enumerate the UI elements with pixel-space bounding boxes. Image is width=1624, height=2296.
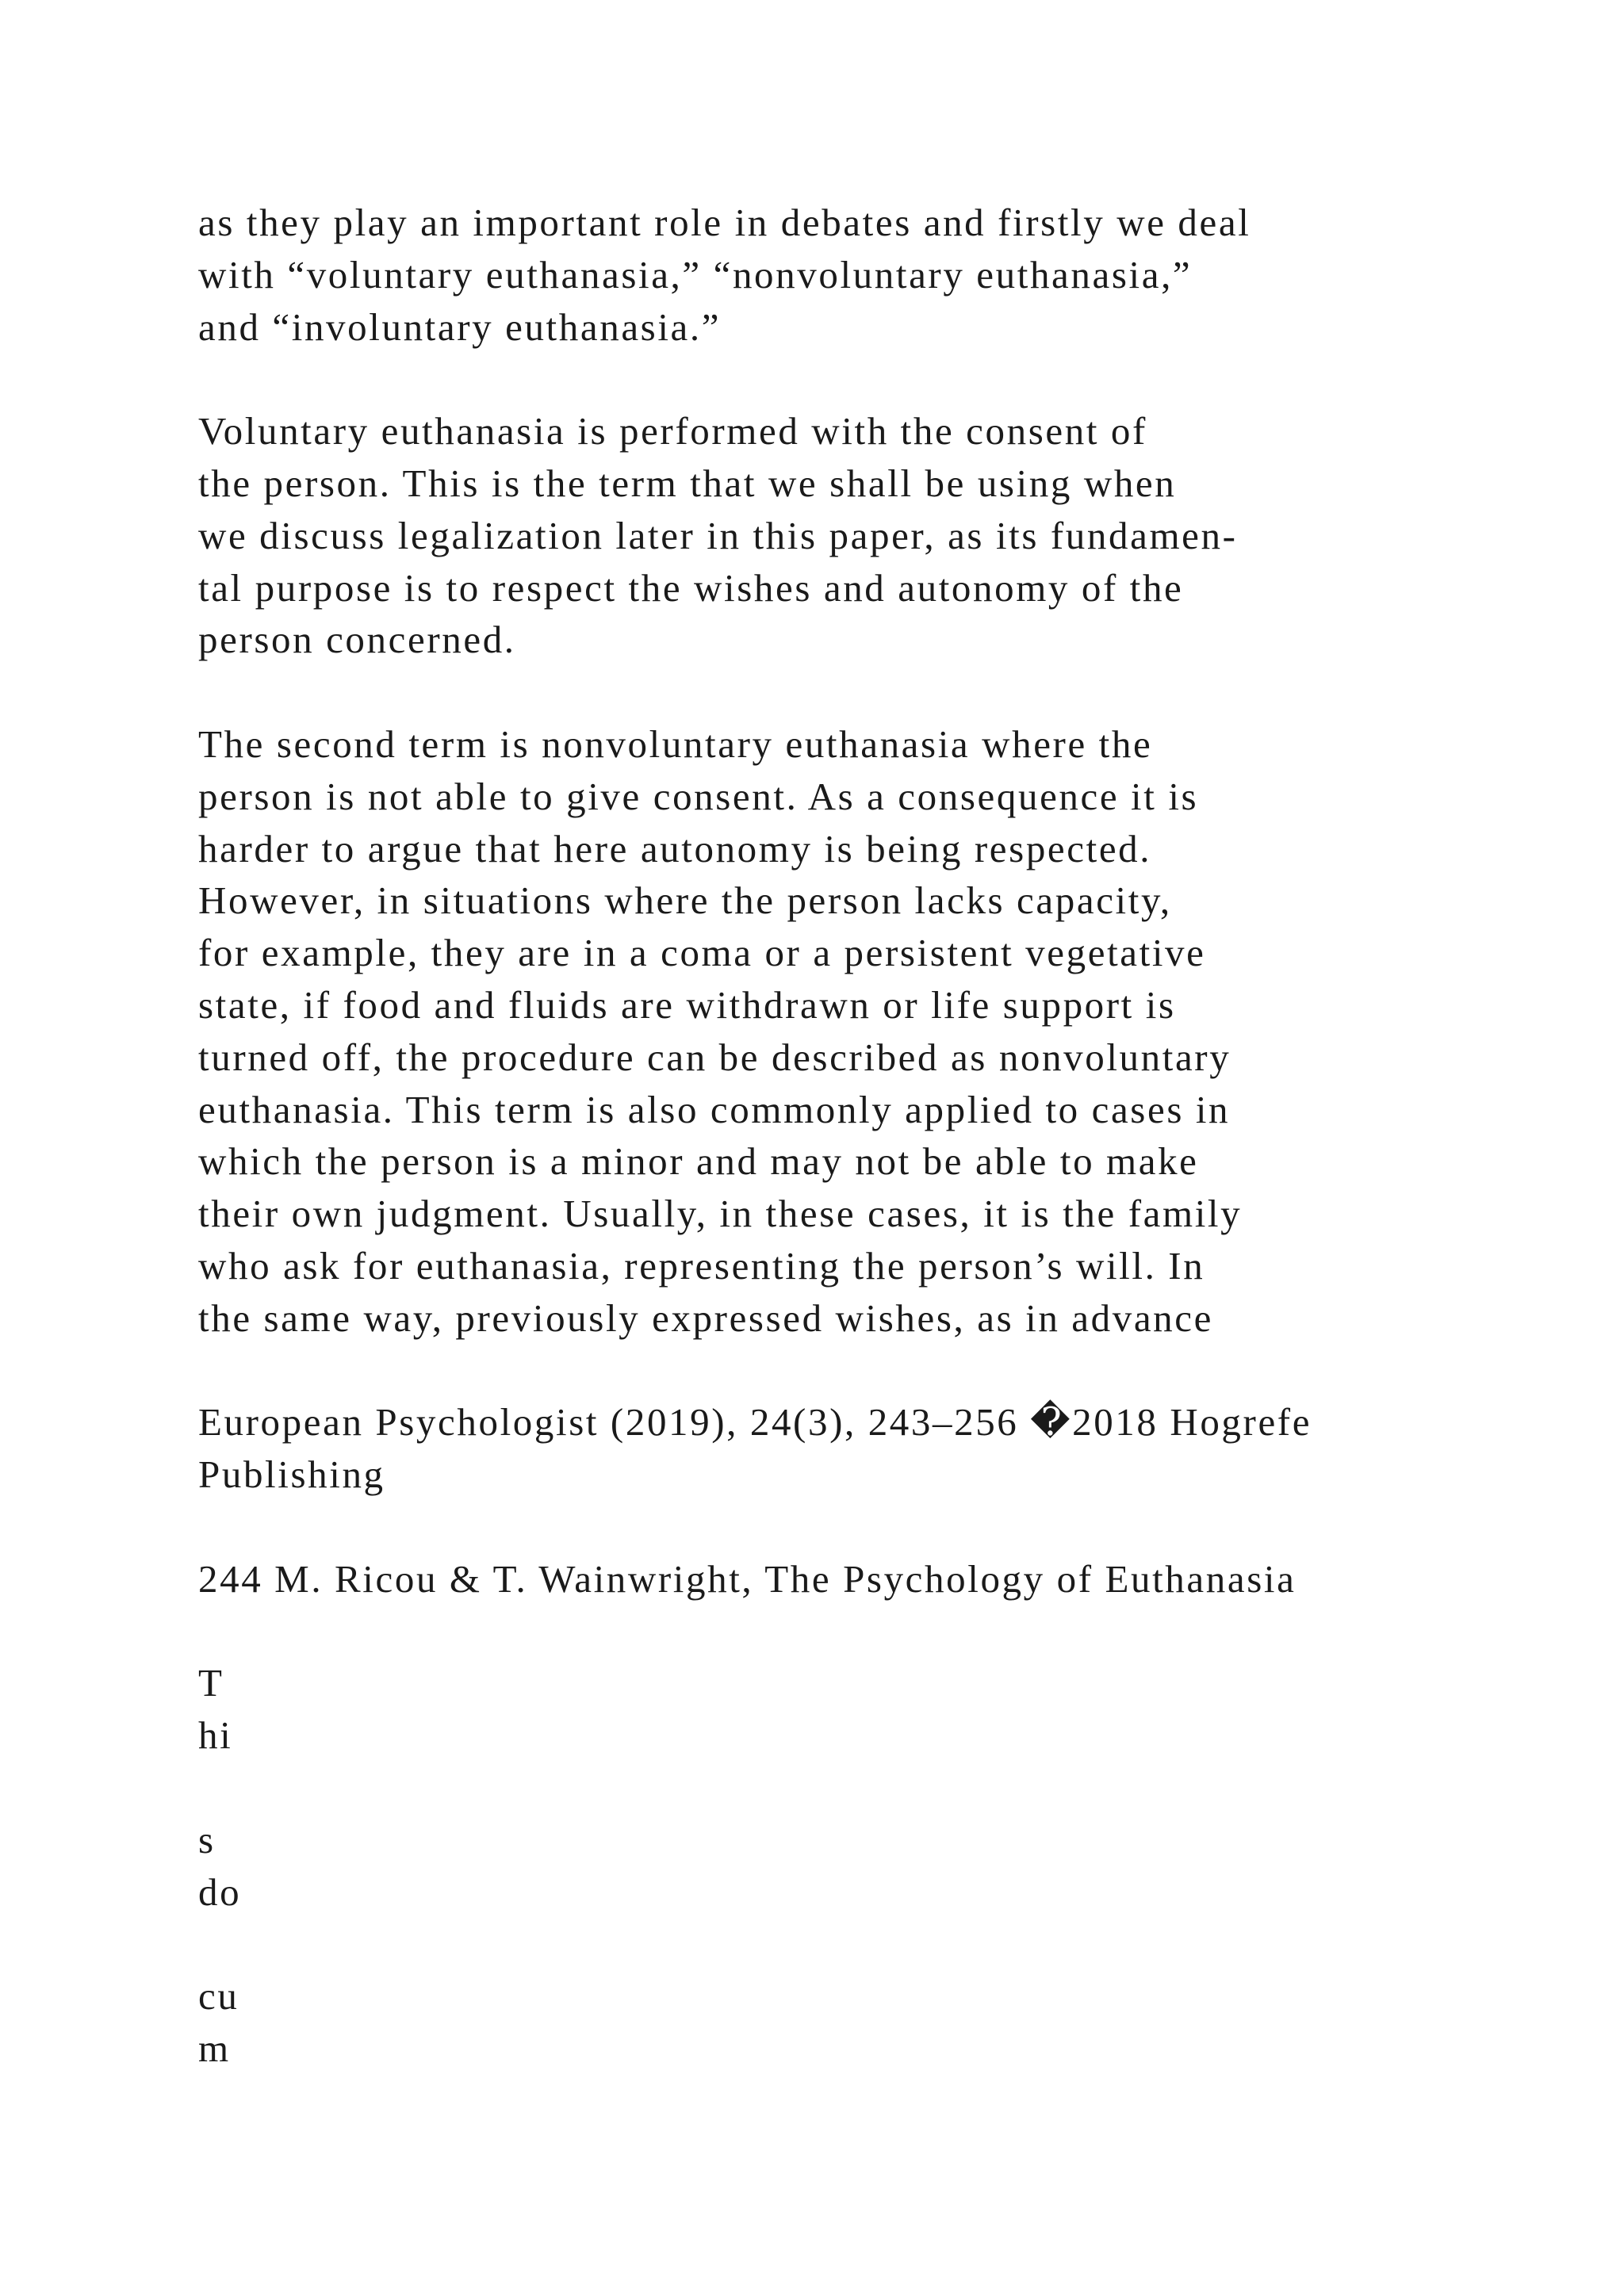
paragraph-gap	[198, 1501, 1594, 1553]
text-line: 244 M. Ricou & T. Wainwright, The Psychology of Euthanasia	[198, 1556, 1297, 1601]
text-line: s	[198, 1817, 216, 1862]
text-line: turned off, the procedure can be described as nonvoluntary	[198, 1035, 1231, 1079]
journal-footer	[198, 1396, 1594, 1501]
paragraph-gap	[198, 1605, 1594, 1658]
text-line: for example, they are in a coma or a persistent vegetative	[198, 931, 1206, 975]
text-line: Publishing	[198, 1452, 385, 1497]
text-line: harder to argue that here autonomy is being respected.	[198, 826, 1152, 871]
text-line: cu	[198, 1974, 239, 2019]
text-line: and “involuntary euthanasia.”	[198, 304, 722, 349]
paragraph-gap	[198, 1345, 1594, 1397]
paragraph-gap	[198, 1918, 1594, 1970]
text-line: European Psychologist (2019), 24(3), 243–256 �2018 Hogrefe	[198, 1400, 1312, 1445]
text-line: the same way, previously expressed wishes, as in advance	[198, 1295, 1213, 1340]
text-line: which the person is a minor and may not be able to make	[198, 1139, 1199, 1184]
fragment	[198, 1657, 1594, 1762]
text-line: their own judgment. Usually, in these cases, it is the family	[198, 1192, 1243, 1236]
paragraph-gap	[198, 353, 1594, 405]
text-line: T	[198, 1661, 224, 1705]
text-line: the person. This is the term that we shall be using when	[198, 461, 1177, 505]
fragment	[198, 1970, 1594, 2075]
text-line: do	[198, 1869, 242, 1914]
text-line: However, in situations where the person lacks capacity,	[198, 878, 1172, 923]
paragraph	[198, 197, 1594, 353]
text-line: we discuss legalization later in this paper, as its fundamen-	[198, 513, 1238, 557]
paragraph-gap	[198, 666, 1594, 718]
text-line: The second term is nonvoluntary euthanasia where the	[198, 721, 1153, 766]
text-line: state, if food and fluids are withdrawn or life support is	[198, 982, 1176, 1027]
text-line: hi	[198, 1713, 233, 1758]
text-line: Voluntary euthanasia is performed with the consent of	[198, 409, 1147, 453]
text-line: m	[198, 2026, 231, 2070]
text-line: euthanasia. This term is also commonly applied to cases in	[198, 1087, 1231, 1131]
paragraph	[198, 405, 1594, 666]
text-line: who ask for euthanasia, representing the person’s will. In	[198, 1243, 1205, 1288]
document-text	[198, 197, 1594, 2075]
text-line: with “voluntary euthanasia,” “nonvoluntary euthanasia,”	[198, 252, 1193, 297]
running-header	[198, 1553, 1594, 1605]
text-line: tal purpose is to respect the wishes and autonomy of the	[198, 565, 1184, 610]
paragraph	[198, 718, 1594, 1345]
paragraph-gap	[198, 1762, 1594, 1814]
text-line: as they play an important role in debates and firstly we deal	[198, 201, 1251, 244]
text-line: person concerned.	[198, 618, 516, 662]
fragment	[198, 1814, 1594, 1919]
text-line: person is not able to give consent. As a consequence it is	[198, 774, 1199, 818]
